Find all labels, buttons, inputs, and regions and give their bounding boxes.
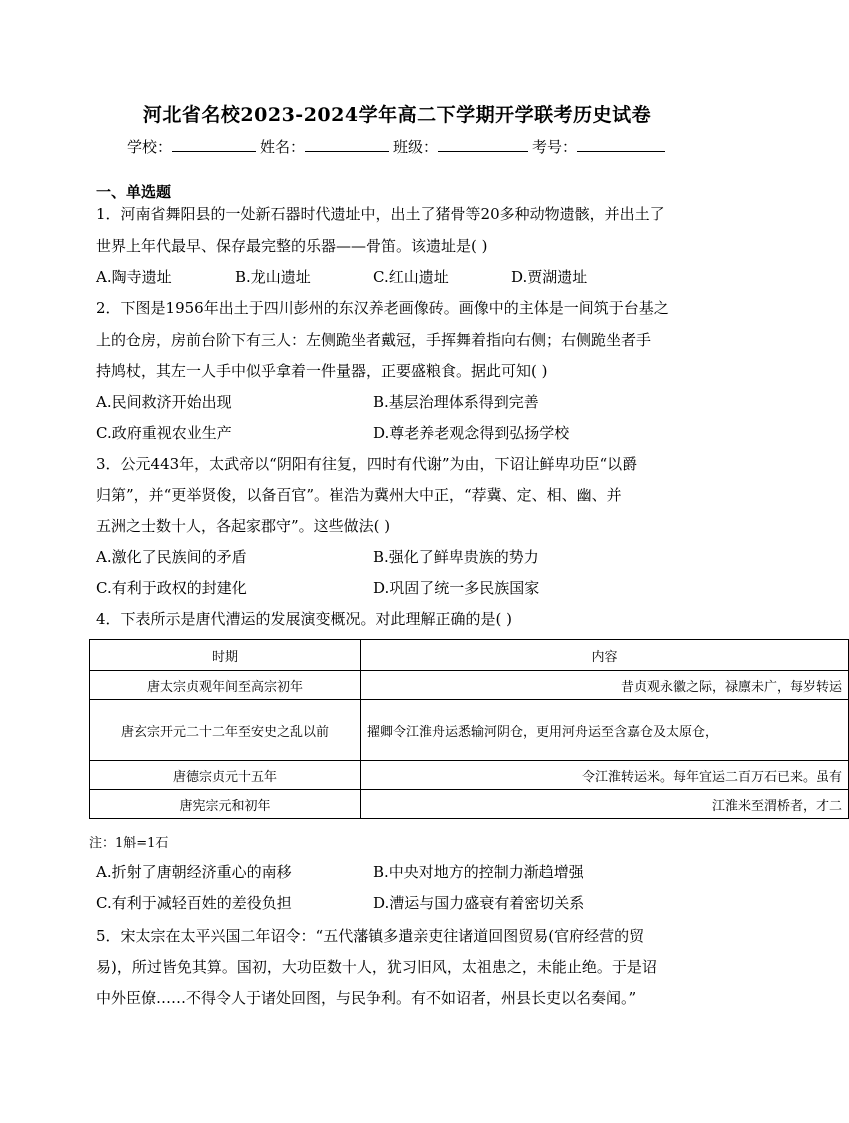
- q5-line: 易)，所过皆免其算。国初，大功臣数十人，犹习旧风，太祖患之，未能止绝。于是诏: [96, 958, 657, 976]
- q3-line: 3．公元443年，太武帝以“阴阳有往复，四时有代谢”为由，下诏让鲜卑功臣“以爵: [96, 455, 638, 473]
- table-row: [90, 761, 849, 790]
- page-title: 河北省名校2023-2024学年高二下学期开学联考历史试卷: [142, 104, 652, 126]
- q1-option-d[interactable]: D.贾湖遗址: [511, 268, 588, 286]
- table-row: [90, 671, 849, 700]
- q4-option-a[interactable]: A.折射了唐朝经济重心的南移: [96, 863, 292, 881]
- q3-line: 五洲之士数十人，各起家郡守”。这些做法( ): [96, 517, 391, 535]
- canal-transport-table: [89, 639, 849, 819]
- q3-option-d[interactable]: D.巩固了统一多民族国家: [373, 579, 540, 597]
- q3-option-c[interactable]: C.有利于政权的封建化: [96, 579, 247, 597]
- name-label: 姓名：: [260, 138, 306, 156]
- table-row: [90, 700, 849, 761]
- school-blank[interactable]: [172, 137, 256, 152]
- table-row: [90, 790, 849, 819]
- table-cell-period: 唐德宗贞元十五年: [90, 761, 361, 790]
- table-cell-content: 擢卿令江淮舟运悉输河阴仓，更用河舟运至含嘉仓及太原仓，: [361, 700, 849, 761]
- q1-option-b[interactable]: B.龙山遗址: [235, 268, 311, 286]
- q1-option-a[interactable]: A.陶寺遗址: [96, 268, 172, 286]
- q3-option-b[interactable]: B.强化了鲜卑贵族的势力: [373, 548, 539, 566]
- table-cell-period: 唐宪宗元和初年: [90, 790, 361, 819]
- q5-line: 中外臣僚……不得令人于诸处回图，与民争利。有不如诏者，州县长吏以名奏闻。”: [96, 989, 637, 1007]
- q2-option-b[interactable]: B.基层治理体系得到完善: [373, 393, 539, 411]
- table-header-period: 时期: [90, 640, 361, 671]
- table-note: 注：1斛=1石: [89, 836, 169, 851]
- school-label: 学校：: [127, 138, 173, 156]
- q2-option-c[interactable]: C.政府重视农业生产: [96, 424, 232, 442]
- table-cell-content: 令江淮转运米。每年宜运二百万石已来。虽有: [361, 761, 849, 790]
- class-blank[interactable]: [438, 137, 528, 152]
- name-blank[interactable]: [305, 137, 389, 152]
- student-info-row: [127, 136, 669, 157]
- q2-line: 持鸠杖，其左一人手中似乎拿着一件量器，正要盛粮食。据此可知( ): [96, 362, 548, 380]
- table-cell-content: 江淮米至渭桥者，才二: [361, 790, 849, 819]
- exam-no-label: 考号：: [532, 138, 578, 156]
- q3-line: 归第”，并“更举贤俊，以备百官”。崔浩为冀州大中正，“荐冀、定、相、幽、并: [96, 486, 622, 504]
- q5-line: 5．宋太宗在太平兴国二年诏令：“五代藩镇多遣亲吏往诸道回图贸易(官府经营的贸: [96, 927, 645, 945]
- q4-option-d[interactable]: D.漕运与国力盛衰有着密切关系: [373, 894, 585, 912]
- q2-line: 2．下图是1956年出土于四川彭州的东汉养老画像砖。画像中的主体是一间筑于台基之: [96, 299, 669, 317]
- table-cell-content: 昔贞观永徽之际，禄廪未广，每岁转运: [361, 671, 849, 700]
- q4-option-b[interactable]: B.中央对地方的控制力渐趋增强: [373, 863, 584, 881]
- table-header-row: [90, 640, 849, 671]
- table-cell-period: 唐玄宗开元二十二年至安史之乱以前: [90, 700, 361, 761]
- q2-option-a[interactable]: A.民间救济开始出现: [96, 393, 232, 411]
- table-cell-period: 唐太宗贞观年间至高宗初年: [90, 671, 361, 700]
- section-heading: 一、单选题: [96, 183, 172, 201]
- table-header-content: 内容: [361, 640, 849, 671]
- q2-option-d[interactable]: D.尊老养老观念得到弘扬学校: [373, 424, 570, 442]
- q4-option-c[interactable]: C.有利于减轻百姓的差役负担: [96, 894, 292, 912]
- q4-line: 4．下表所示是唐代漕运的发展演变概况。对此理解正确的是( ): [96, 610, 513, 628]
- q1-line: 世界上年代最早、保存最完整的乐器——骨笛。该遗址是( ): [96, 237, 488, 255]
- q1-option-c[interactable]: C.红山遗址: [373, 268, 449, 286]
- q2-line: 上的仓房，房前台阶下有三人：左侧跪坐者戴冠，手挥舞着指向右侧；右侧跪坐者手: [96, 331, 652, 349]
- class-label: 班级：: [393, 138, 439, 156]
- q1-line: 1．河南省舞阳县的一处新石器时代遗址中，出土了猪骨等20多种动物遗骸，并出土了: [96, 205, 665, 223]
- q3-option-a[interactable]: A.激化了民族间的矛盾: [96, 548, 247, 566]
- exam-no-blank[interactable]: [577, 137, 665, 152]
